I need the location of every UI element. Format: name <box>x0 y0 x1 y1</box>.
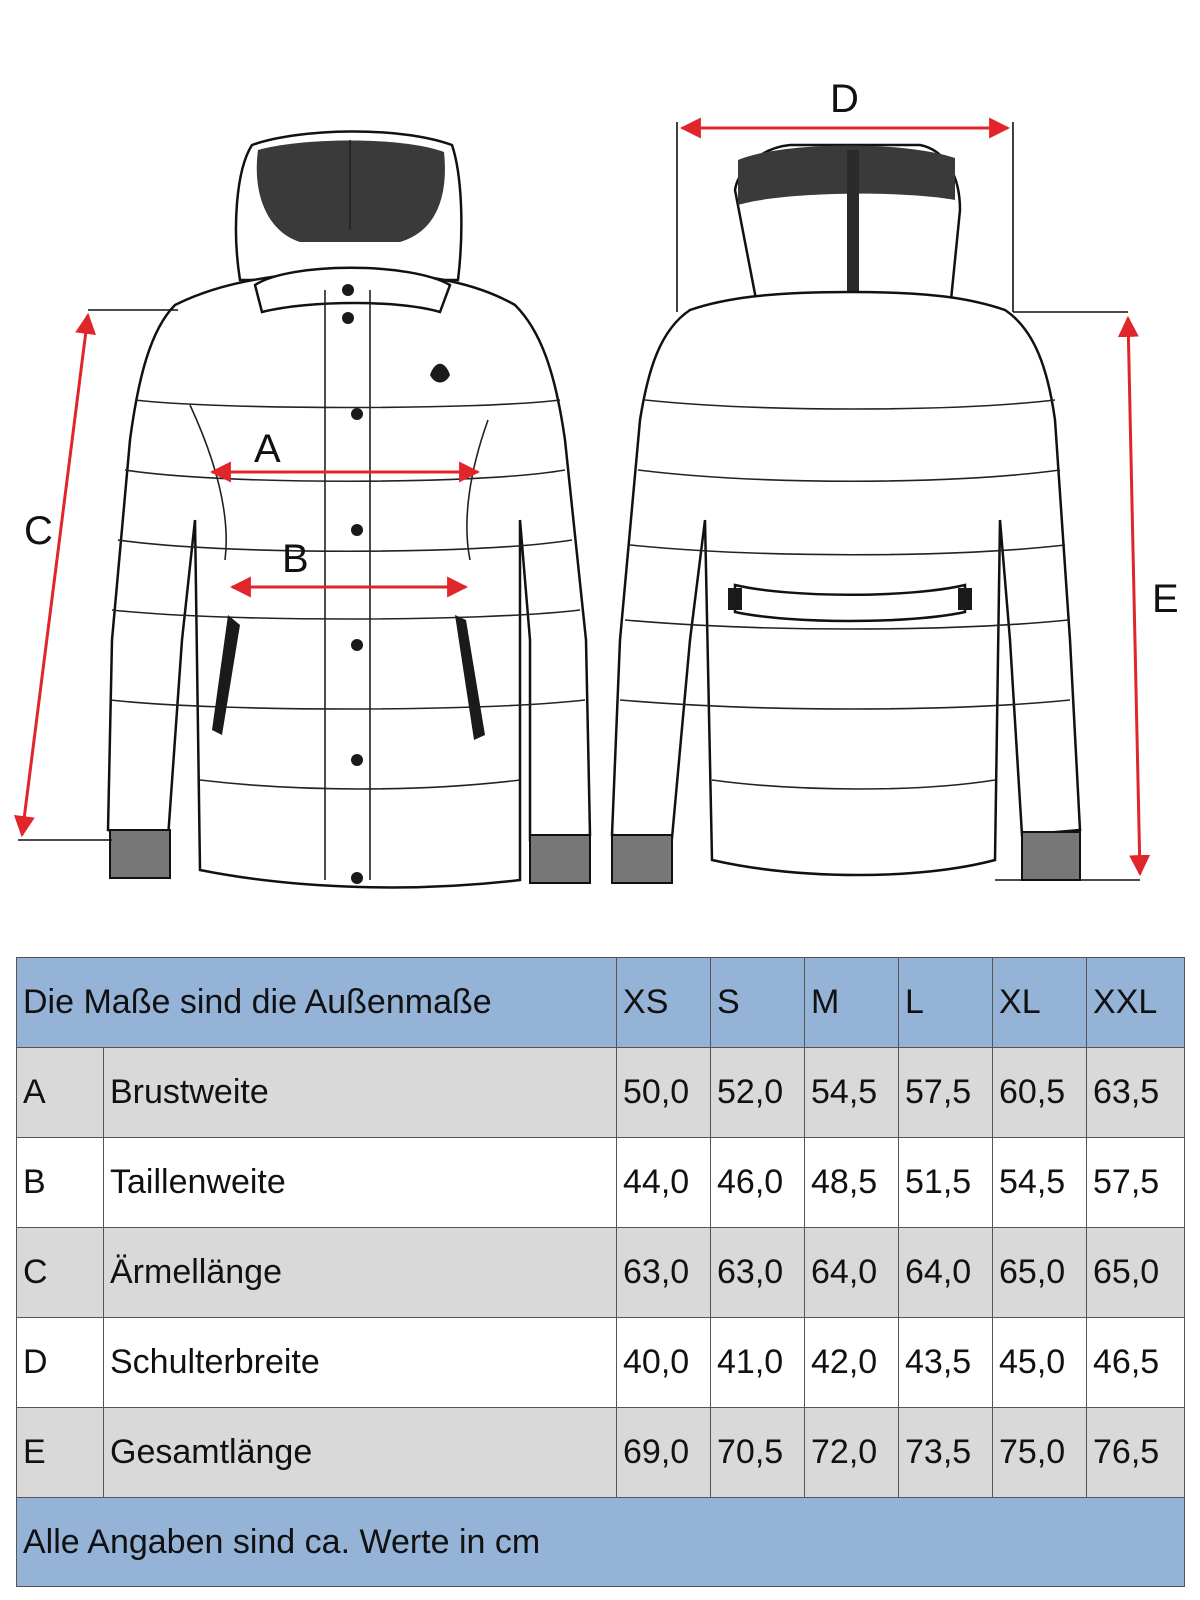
measurement-value: 45,0 <box>993 1318 1087 1408</box>
table-body <box>17 1048 1185 1498</box>
measurement-value: 64,0 <box>899 1228 993 1318</box>
measurement-label: Gesamtlänge <box>104 1408 617 1498</box>
header-note: Die Maße sind die Außenmaße <box>17 958 617 1048</box>
jacket-back-drawing <box>612 145 1080 883</box>
measurement-value: 48,5 <box>805 1138 899 1228</box>
table-row <box>17 1228 1185 1318</box>
measurement-value: 63,0 <box>617 1228 711 1318</box>
table-row <box>17 1318 1185 1408</box>
dimension-label-b: B <box>282 537 309 581</box>
measurement-label: Taillenweite <box>104 1138 617 1228</box>
measurement-value: 42,0 <box>805 1318 899 1408</box>
size-header-xl: XL <box>993 958 1087 1048</box>
measurement-value: 70,5 <box>711 1408 805 1498</box>
measurement-key: C <box>17 1228 104 1318</box>
measurement-value: 50,0 <box>617 1048 711 1138</box>
measurement-value: 40,0 <box>617 1318 711 1408</box>
size-header-xs: XS <box>617 958 711 1048</box>
measurement-key: A <box>17 1048 104 1138</box>
measurement-value: 57,5 <box>899 1048 993 1138</box>
measurement-value: 60,5 <box>993 1048 1087 1138</box>
measurement-value: 41,0 <box>711 1318 805 1408</box>
measurement-value: 57,5 <box>1087 1138 1185 1228</box>
footer-note: Alle Angaben sind ca. Werte in cm <box>17 1498 1185 1587</box>
arrow-e <box>1128 318 1140 874</box>
measurement-value: 76,5 <box>1087 1408 1185 1498</box>
measurement-value: 63,0 <box>711 1228 805 1318</box>
measurement-key: B <box>17 1138 104 1228</box>
dimension-label-d: D <box>830 77 859 121</box>
dimension-label-a: A <box>254 427 281 471</box>
measurement-value: 64,0 <box>805 1228 899 1318</box>
measurement-value: 75,0 <box>993 1408 1087 1498</box>
measurement-value: 54,5 <box>993 1138 1087 1228</box>
measurement-value: 73,5 <box>899 1408 993 1498</box>
measurement-value: 65,0 <box>993 1228 1087 1318</box>
measurement-label: Brustweite <box>104 1048 617 1138</box>
table-row <box>17 1048 1185 1138</box>
measurement-value: 44,0 <box>617 1138 711 1228</box>
measurement-value: 54,5 <box>805 1048 899 1138</box>
measurement-label: Schulterbreite <box>104 1318 617 1408</box>
table-row <box>17 1138 1185 1228</box>
jacket-front-drawing <box>108 131 590 887</box>
measurement-key: E <box>17 1408 104 1498</box>
measurement-value: 69,0 <box>617 1408 711 1498</box>
measurement-value: 46,0 <box>711 1138 805 1228</box>
measurement-value: 72,0 <box>805 1408 899 1498</box>
arrow-c <box>22 315 88 835</box>
measurement-value: 46,5 <box>1087 1318 1185 1408</box>
measurement-label: Ärmellänge <box>104 1228 617 1318</box>
size-header-xxl: XXL <box>1087 958 1185 1048</box>
size-header-s: S <box>711 958 805 1048</box>
dimension-label-c: C <box>24 509 53 553</box>
measurement-key: D <box>17 1318 104 1408</box>
measurement-value: 52,0 <box>711 1048 805 1138</box>
measurement-value: 43,5 <box>899 1318 993 1408</box>
size-header-l: L <box>899 958 993 1048</box>
table-row <box>17 1408 1185 1498</box>
table-header-row <box>17 958 1185 1048</box>
measurement-value: 51,5 <box>899 1138 993 1228</box>
dimension-label-e: E <box>1152 577 1179 621</box>
table-footer-row <box>17 1498 1185 1587</box>
measurement-value: 65,0 <box>1087 1228 1185 1318</box>
measurement-value: 63,5 <box>1087 1048 1185 1138</box>
size-header-m: M <box>805 958 899 1048</box>
size-chart-table <box>16 957 1185 1587</box>
